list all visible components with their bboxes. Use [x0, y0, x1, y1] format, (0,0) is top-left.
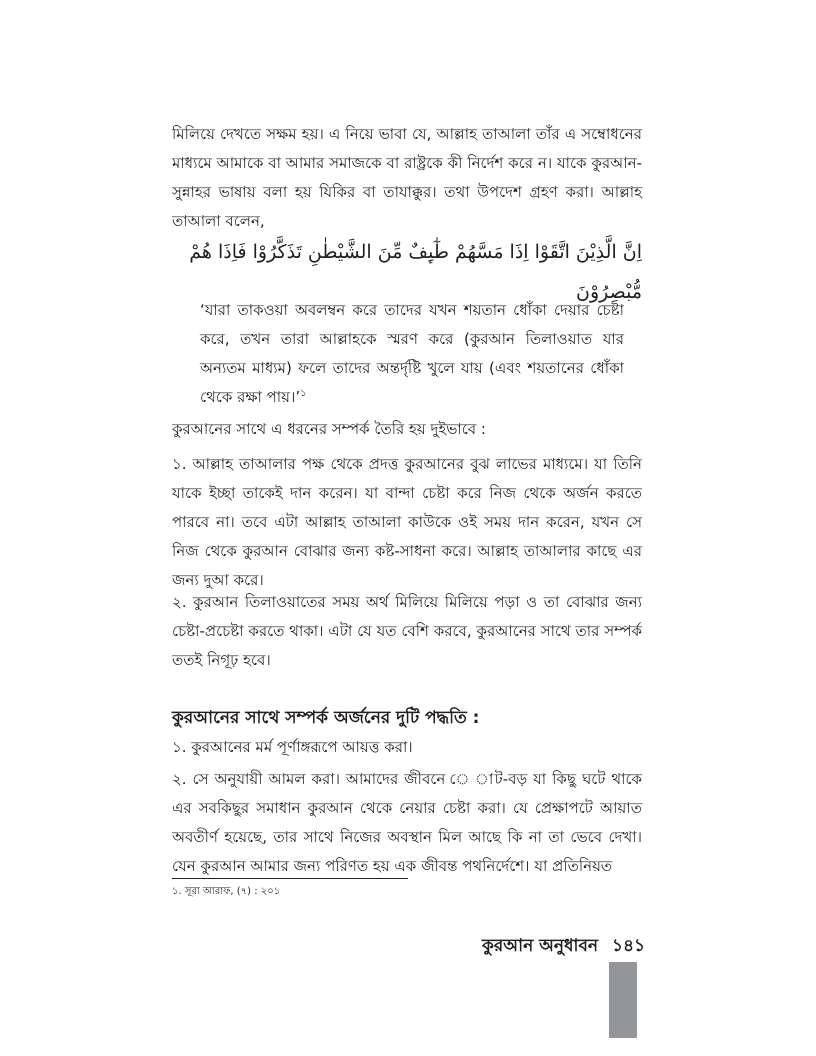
running-title: কুরআন অনুধাবন — [482, 936, 599, 956]
footnote-divider — [172, 878, 408, 879]
arabic-verse: اِنَّ الَّذِيْنَ اتَّقَوْا اِذَا مَسَّهُمْ طٰٓىِٕفٌ مِّنَ الشَّيْطٰنِ تَذَكَّرُوْا فَاِذَا هُمْ مُّبْصِرُوْنَ — [189, 241, 642, 303]
page-number: ১৪১ — [612, 936, 646, 956]
point-2-paragraph: ২. কুরআন তিলাওয়াতের সময় অর্থ মিলিয়ে মিলিয়ে পড়া ও তা বোঝার জন্য চেষ্টা-প্রচেষ্টা করতে থাকা। এটা যে যত বেশি করবে, কুরআনের সাথে তার সম্পর্ক ততই নিগূঢ় হবে। — [172, 593, 642, 669]
relation-intro: কুরআনের সাথে এ ধরনের সম্পর্ক তৈরি হয় দুইভাবে : — [172, 420, 486, 438]
translation-quote-text: ‘যারা তাকওয়া অবলম্বন করে তাদের যখন শয়তান ধোঁকা দেয়ার চেষ্টা করে, তখন তারা আল্লাহকে স্মরণ করে (কুরআন তিলাওয়াত যার অন্যতম মাধ্যম) ফলে তাদের অন্তর্দৃষ্টি খুলে যায় (এবং শয়তানের ধোঁকা থেকে রক্ষা পায়।’ — [200, 301, 624, 406]
point-1-paragraph: ১. আল্লাহ তাআলার পক্ষ থেকে প্রদত্ত কুরআনের বুঝ লাভের মাধ্যমে। যা তিনি যাকে ইচ্ছা তাকেই দান করেন। যা বান্দা চেষ্টা করে নিজ থেকে অর্জন করতে পারবে না। তবে এটা আল্লাহ তাআলা কাউকে ওই সময় দান করেন, যখন সে নিজ থেকে কুরআন বোঝার জন্য কষ্ট-সাধনা করে। আল্লাহ তাআলার কাছে এর জন্য দুআ করে। — [172, 455, 642, 589]
footnote-text: ১. সূরা আরাফ, (৭) : ২০১ — [172, 886, 281, 897]
translation-quote — [200, 296, 624, 412]
footnote-reference: ১ — [300, 388, 307, 399]
method-1-paragraph: ১. কুরআনের মর্ম পূর্ণাঙ্গরূপে আয়ত্ত করা। — [172, 738, 413, 756]
method-2-paragraph: ২. সে অনুযায়ী আমল করা। আমাদের জীবনে ে াট-বড় যা কিছু ঘটে থাকে এর সবকিছুর সমাধান কুরআন থেকে নেয়ার চেষ্টা করা। যে প্রেক্ষাপটে আয়াত অবতীর্ণ হয়েছে, তার সাথে নিজের অবস্থান মিল আছে কি না তা ভেবে দেখা। যেন কুরআন আমার জন্য পরিণত হয় এক জীবন্ত পথনির্দেশে। যা প্রতিনিয়ত — [172, 770, 642, 875]
thumb-tab — [609, 962, 637, 1038]
intro-paragraph: মিলিয়ে দেখতে সক্ষম হয়। এ নিয়ে ভাবা যে, আল্লাহ তাআলা তাঁর এ সম্বোধনের মাধ্যমে আমাকে বা আমার সমাজকে বা রাষ্ট্রকে কী নির্দেশ করে ন। যাকে কুরআন-সুন্নাহর ভাষায় বলা হয় যিকির বা তাযাক্কুর। তথা উপদেশ গ্রহণ করা। আল্লাহ তাআলা বলেন, — [172, 125, 642, 230]
methods-heading: কুরআনের সাথে সম্পর্ক অর্জনের দুটি পদ্ধতি : — [172, 708, 480, 728]
